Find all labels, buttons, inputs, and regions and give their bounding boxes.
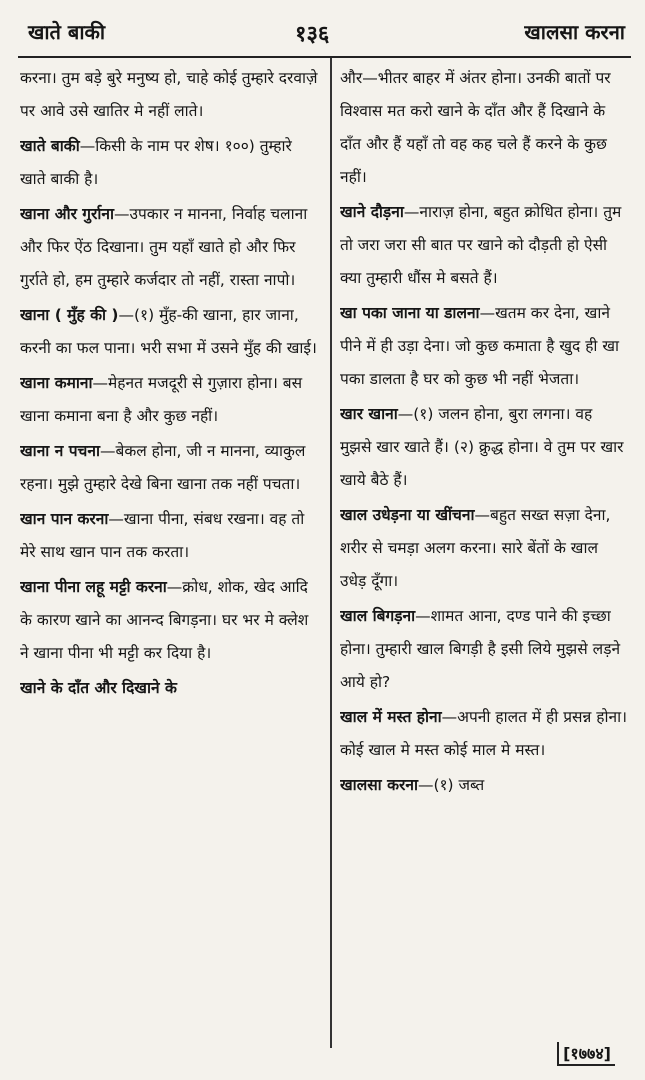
entry-text: —(१) जलन होना, बुरा लगना। वह मुझसे खार खाते हैं। (२) क्रुद्ध होना। वे तुम पर खार खाये बैठे हैं।	[340, 405, 624, 489]
dictionary-entry	[20, 299, 320, 365]
entry-text: —उपकार न मानना, निर्वाह चलाना और फिर ऐंठ दिखाना। तुम यहाँ खाते हो और फिर गुर्राते हो, हम तुम्हारे कर्जदार तो नहीं, रास्ता नापो।	[20, 205, 308, 289]
entry-text: —क्रोध, शोक, खेद आदि के कारण खाने का आनन्द बिगड़ना। घर भर मे क्लेश ने खाना पीना भी मट्टी कर दिया है।	[20, 578, 309, 662]
entry-headword: खाना ( मुँह की )	[20, 306, 119, 324]
entry-text: —शामत आना, दण्ड पाने की इच्छा होना। तुम्हारी खाल बिगड़ी है इसी लिये मुझसे लड़ने आये हो?	[340, 607, 621, 691]
entry-headword: खाल बिगड़ना	[340, 607, 416, 625]
running-head-right: खालसा करना	[524, 20, 625, 44]
entry-headword: खाने दौड़ना	[340, 203, 404, 221]
entry-text: करना। तुम बड़े बुरे मनुष्य हो, चाहे कोई तुम्हारे दरवाज़े पर आवे उसे खातिर मे नहीं लाते।	[20, 69, 318, 120]
entry-headword: खाना न पचना	[20, 442, 100, 460]
column-divider	[330, 58, 332, 1048]
dictionary-entry	[20, 571, 320, 670]
dictionary-entry	[340, 398, 628, 497]
dictionary-entry	[340, 701, 628, 767]
dictionary-entry	[340, 769, 628, 802]
entry-text: —बहुत सख्त सज़ा देना, शरीर से चमड़ा अलग करना। सारे बेंतों के खाल उधेड़ दूँगा।	[340, 506, 611, 590]
page-number: १३६	[295, 22, 330, 47]
entry-headword: खान पान करना	[20, 510, 109, 528]
dictionary-entry	[20, 198, 320, 297]
dictionary-entry	[20, 367, 320, 433]
dictionary-entry	[340, 600, 628, 699]
left-column	[20, 62, 320, 1037]
entry-text: —मेहनत मजदूरी से गुज़ारा होना। बस खाना कमाना बना है और कुछ नहीं।	[20, 374, 303, 425]
dictionary-entry	[20, 672, 320, 705]
entry-text: —नाराज़ होना, बहुत क्रोधित होना। तुम तो जरा जरा सी बात पर खाने को दौड़ती हो ऐसी क्या तुम्हारी धौंस मे बसते हैं।	[340, 203, 622, 287]
entry-text: —खाना पीना, संबध रखना। वह तो मेरे साथ खान पान तक करता।	[20, 510, 305, 561]
entry-headword: खा पका जाना या डालना	[340, 304, 480, 322]
entry-headword: खाल में मस्त होना	[340, 708, 442, 726]
running-head-left: खाते बाकी	[28, 20, 106, 44]
entry-text: —(१) मुँह-की खाना, हार जाना, करनी का फल पाना। भरी सभा में उसने मुँह की खाई।	[20, 306, 317, 357]
dictionary-entry	[340, 499, 628, 598]
entry-text: —(१) जब्त	[417, 776, 485, 794]
dictionary-entry	[20, 62, 320, 128]
entry-headword: खाल उधेड़ना या खींचना	[340, 506, 475, 524]
entry-headword: खाना और गुर्राना	[20, 205, 114, 223]
entry-text: —किसी के नाम पर शेष। १००) तुम्हारे खाते बाकी है।	[20, 137, 292, 188]
dictionary-entry	[340, 196, 628, 295]
page-header	[0, 0, 645, 60]
entry-headword: खालसा करना	[340, 776, 418, 794]
entry-headword: खाते बाकी	[20, 137, 80, 155]
entry-headword: खाना कमाना	[20, 374, 93, 392]
entry-text: —बेकल होना, जी न मानना, व्याकुल रहना। मुझे तुम्हारे देखे बिना खाना तक नहीं पचता।	[20, 442, 306, 493]
entry-text: —अपनी हालत में ही प्रसन्न होना। कोई खाल मे मस्त कोई माल मे मस्त।	[340, 708, 628, 759]
dictionary-entry	[340, 297, 628, 396]
entry-headword: खाना पीना लहू मट्टी करना	[20, 578, 167, 596]
entry-headword: खाने के दाँत और दिखाने के	[20, 679, 177, 697]
dictionary-entry	[340, 62, 628, 194]
dictionary-entry	[20, 435, 320, 501]
right-column	[340, 62, 628, 1037]
signature-mark: [१७७४]	[557, 1042, 615, 1066]
entry-text: और—भीतर बाहर में अंतर होना। उनकी बातों पर विश्वास मत करो खाने के दाँत और हैं दिखाने के दाँत और हैं यहाँ तो वह कह चले हैं करने के कुछ नहीं।	[340, 69, 611, 186]
dictionary-entry	[20, 503, 320, 569]
header-rule	[18, 56, 631, 58]
entry-headword: खार खाना	[340, 405, 398, 423]
dictionary-entry	[20, 130, 320, 196]
entry-text: —खतम कर देना, खाने पीने में ही उड़ा देना। जो कुछ कमाता है खुद ही खा पका डालता है घर को कुछ भी नहीं भेजता।	[340, 304, 620, 388]
